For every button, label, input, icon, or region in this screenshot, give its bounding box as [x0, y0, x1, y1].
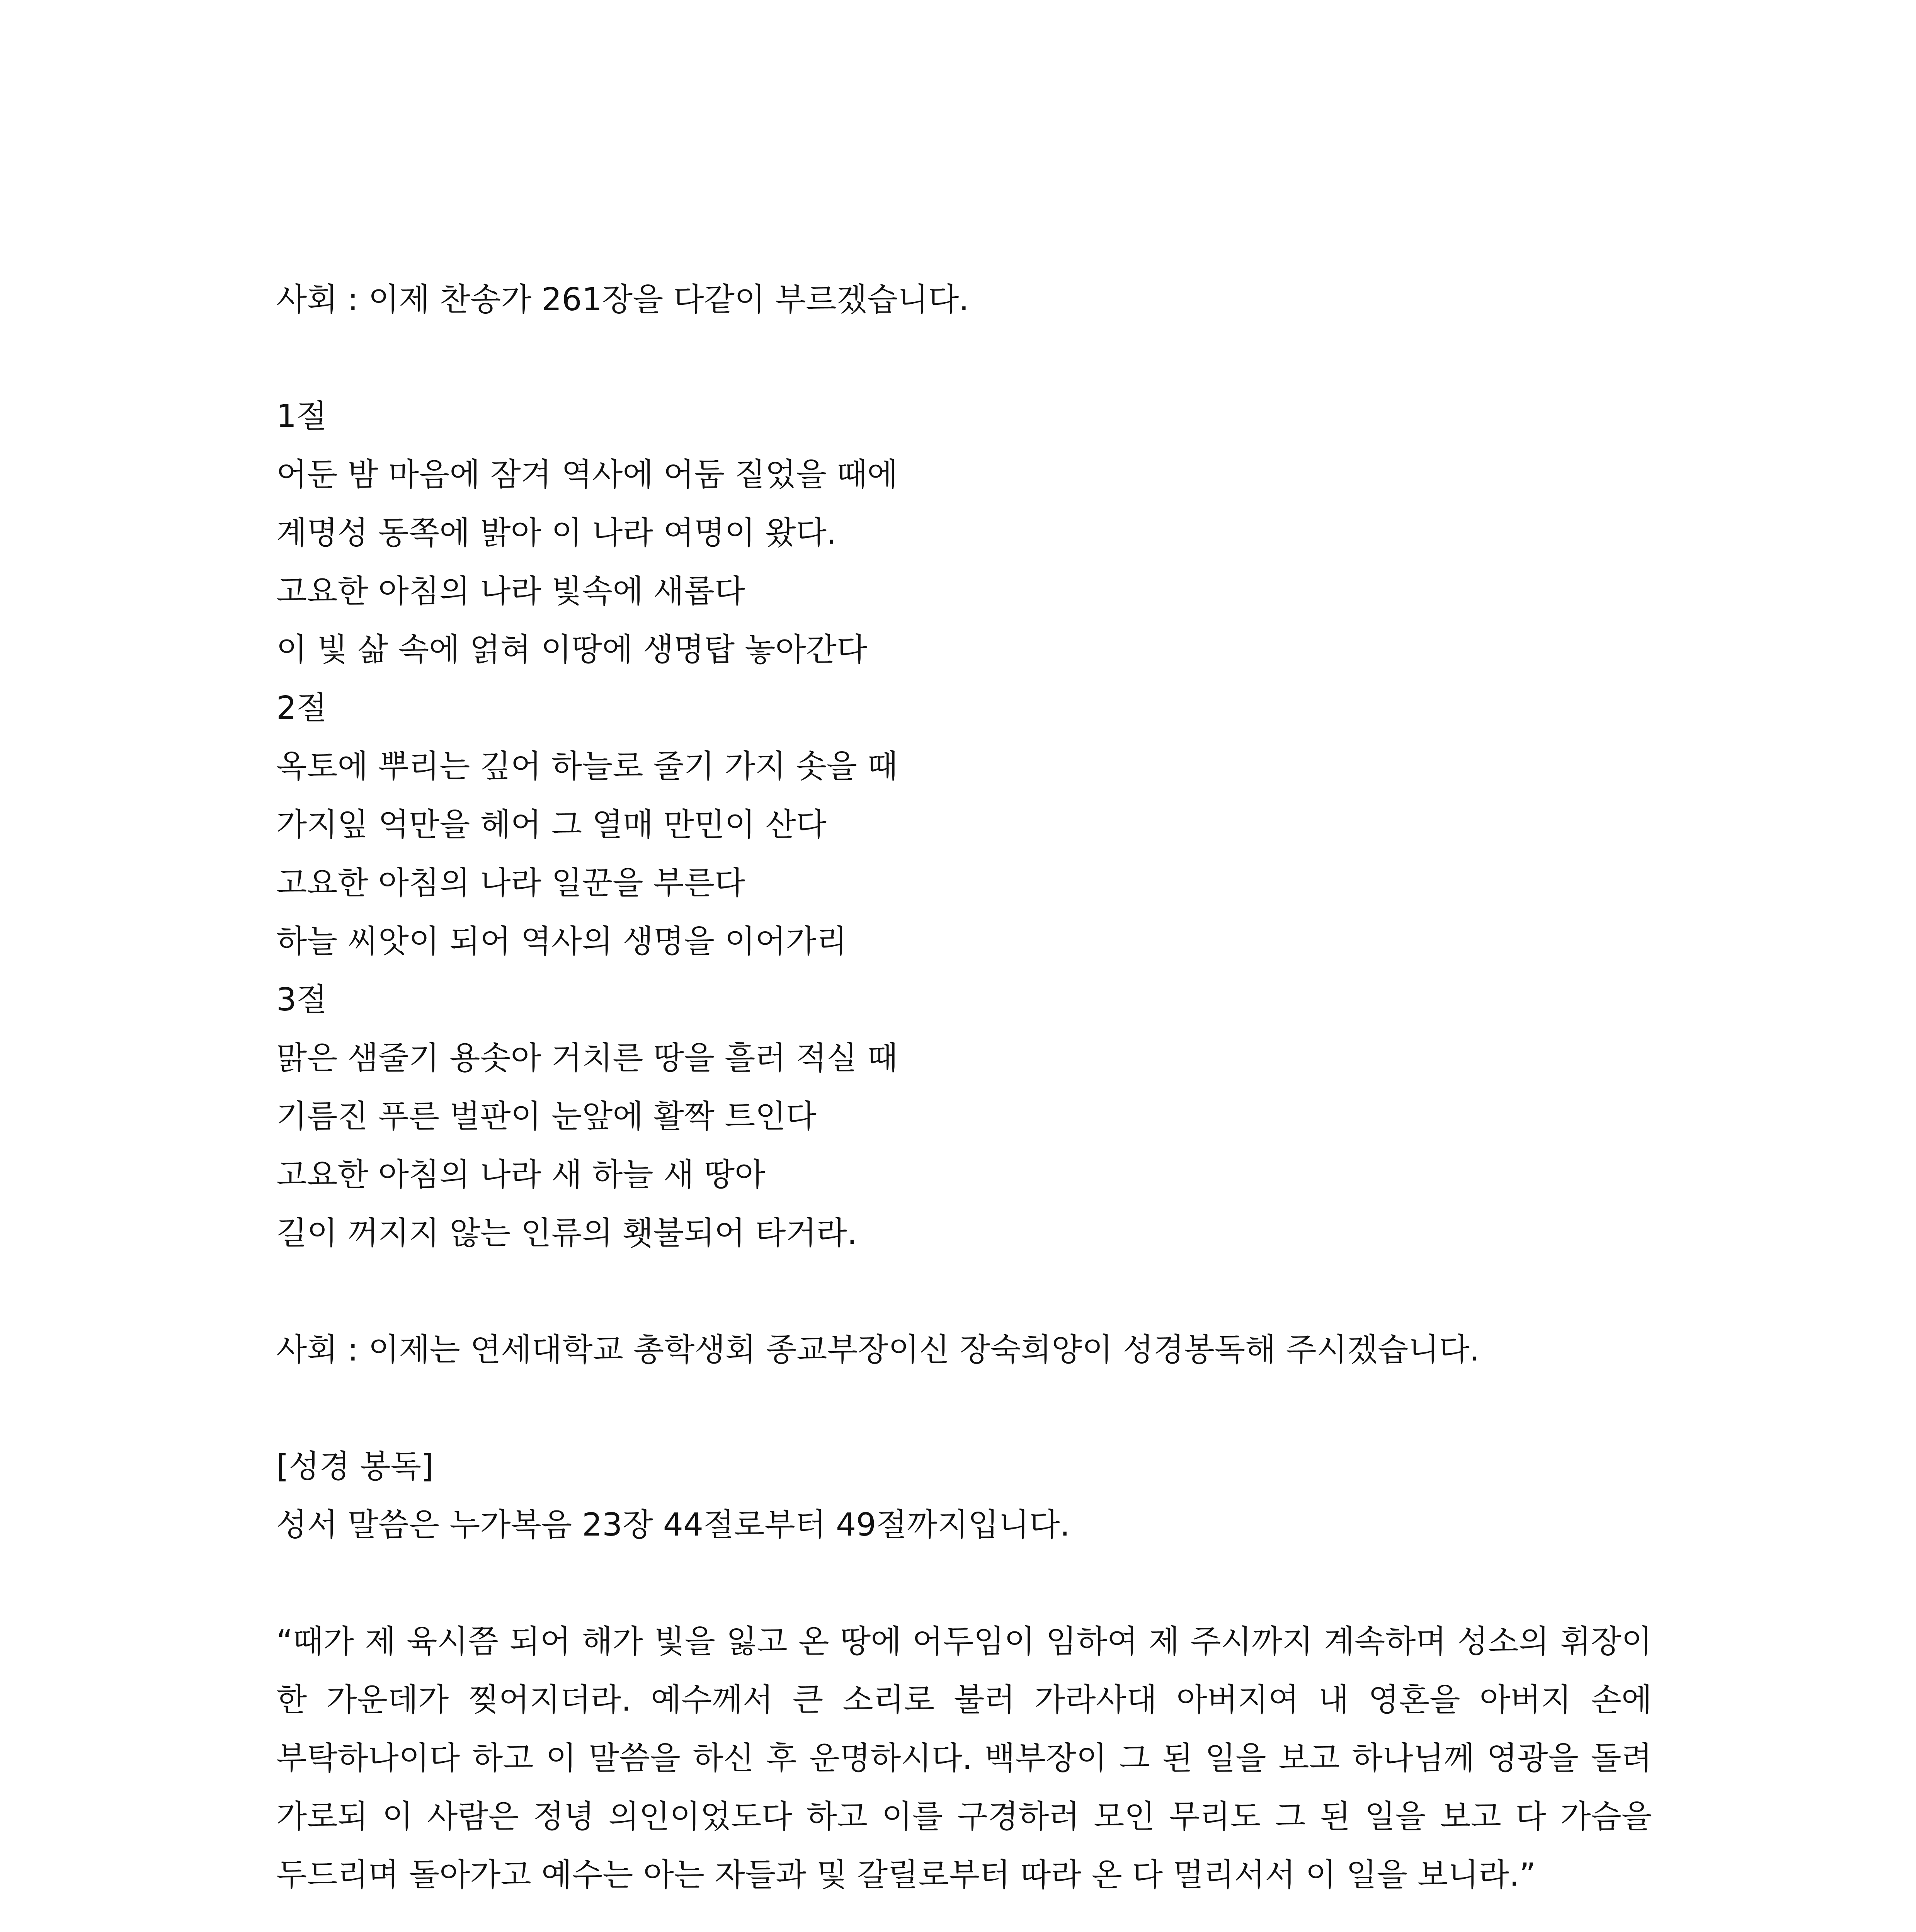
- document-body: [276, 270, 1652, 1932]
- reading-header: [성경 봉독]: [276, 1448, 434, 1485]
- blank-line: [276, 1554, 1652, 1612]
- blank-line: [276, 1904, 1652, 1932]
- blank-line: [276, 1262, 1652, 1321]
- verse-1-line: 어둔 밤 마음에 잠겨 역사에 어둠 짙었을 때에: [276, 456, 898, 493]
- reading-reference: 성서 말씀은 누가복음 23장 44절로부터 49절까지입니다.: [276, 1507, 1070, 1543]
- verse-1-line: 고요한 아침의 나라 빛속에 새롭다: [276, 573, 745, 610]
- verse-3-line: 맑은 샘줄기 용솟아 거치른 땅을 흘러 적실 때: [276, 1040, 898, 1077]
- verse-1-label: 1절: [276, 398, 327, 435]
- verse-3-line: 기름진 푸른 벌판이 눈앞에 활짝 트인다: [276, 1098, 817, 1135]
- intro-hymn-announcement: 사회 : 이제 찬송가 261장을 다같이 부르겠습니다.: [276, 281, 969, 318]
- verse-1-line: 이 빛 삶 속에 얽혀 이땅에 생명탑 놓아간다: [276, 631, 868, 668]
- verse-1-line: 계명성 동쪽에 밝아 이 나라 여명이 왔다.: [276, 515, 837, 551]
- verse-3-label: 3절: [276, 981, 327, 1018]
- verse-2-line: 가지잎 억만을 헤어 그 열매 만민이 산다: [276, 806, 827, 843]
- verse-3-line: 길이 꺼지지 않는 인류의 횃불되어 타거라.: [276, 1215, 857, 1252]
- blank-line: [276, 1379, 1652, 1437]
- verse-2-line: 고요한 아침의 나라 일꾼을 부른다: [276, 865, 745, 901]
- verse-2-line: 옥토에 뿌리는 깊어 하늘로 줄기 가지 솟을 때: [276, 748, 898, 785]
- verse-2-label: 2절: [276, 690, 327, 726]
- verse-3-line: 고요한 아침의 나라 새 하늘 새 땅아: [276, 1156, 766, 1193]
- scripture-reading-text: “때가 제 육시쯤 되어 해가 빛을 잃고 온 땅에 어두임이 임하여 제 주시까지 계속하며 성소의 휘장이 한 가운데가 찢어지더라. 예수께서 큰 소리로 불러 가라사대 아버지여 내 영혼을 아버지 손에 부탁하나이다 하고 이 말씀을 하신 후 운명하시다. 백부장이 그 된 일을 보고 하나님께 영광을 돌려 가로되 이 사람은 정녕 의인이었도다 하고 이를 구경하러 모인 무리도 그 된 일을 보고 다 가슴을 두드리며 돌아가고 예수는 아는 자들과 및 갈릴로부터 따라 온 다 멀리서서 이 일을 보니라.”: [276, 1623, 1652, 1893]
- verse-2-line: 하늘 씨앗이 되어 역사의 생명을 이어가리: [276, 923, 847, 960]
- blank-line: [276, 329, 1652, 387]
- intro-reading-announcement: 사회 : 이제는 연세대학교 총학생회 종교부장이신 장숙희양이 성경봉독해 주시겠습니다.: [276, 1332, 1480, 1368]
